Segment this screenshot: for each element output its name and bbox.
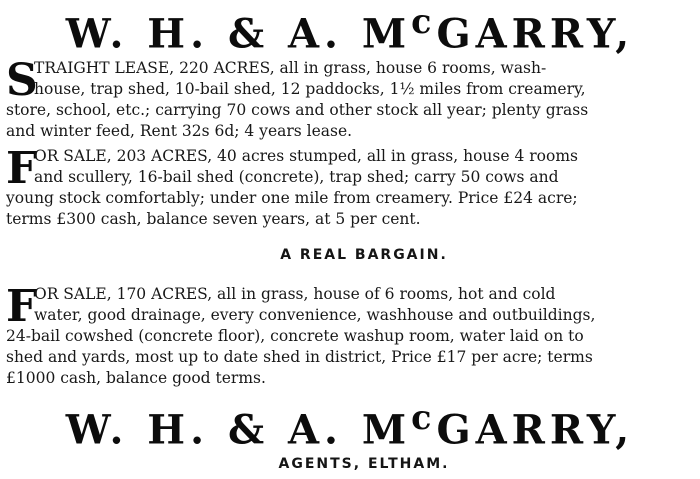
listing-line: and winter feed, Rent 32s 6d; 4 years lease. [6, 122, 353, 140]
firm-name-footer: W. H. & A. $M^cGARRY$, [65, 398, 635, 454]
listing-line: 24-bail cowshed (concrete floor), concrete washup room, water laid on to [6, 327, 584, 345]
listing-lease-220-acres [6, 55, 696, 142]
listing-line: and scullery, 16-bail shed (concrete), trap shed; carry 50 cows and [34, 168, 559, 186]
listing-line: OR SALE, 203 ACRES, 40 acres stumped, all in grass, house 4 rooms [34, 147, 578, 165]
listing-line: young stock comfortably; under one mile from creamery. Price £24 acre; [6, 189, 578, 207]
agents-location: AGENTS, ELTHAM. [278, 456, 450, 472]
listing-sale-203-acres [6, 143, 696, 230]
bargain-heading: A REAL BARGAIN. [280, 247, 448, 263]
listing-line: store, school, etc.; carrying 70 cows and other stock all year; plenty grass [6, 101, 589, 119]
listing-line: OR SALE, 170 ACRES, all in grass, house of 6 rooms, hot and cold [34, 285, 556, 303]
drop-cap: S [6, 55, 38, 106]
listing-line: house, trap shed, 10-bail shed, 12 paddocks, 1½ miles from creamery, [34, 80, 586, 98]
listing-line: TRAIGHT LEASE, 220 ACRES, all in grass, house 6 rooms, wash- [34, 59, 547, 77]
firm-name-header: W. H. & A. $M^cGARRY$, [65, 2, 635, 58]
drop-cap: F [6, 143, 38, 194]
listing-sale-170-acres [6, 281, 696, 389]
listing-line: shed and yards, most up to date shed in district, Price £17 per acre; terms [6, 348, 593, 366]
listing-line: £1000 cash, balance good terms. [6, 369, 266, 387]
listing-line: water, good drainage, every convenience, washhouse and outbuildings, [34, 306, 596, 324]
listing-line: terms £300 cash, balance seven years, at 5 per cent. [6, 210, 421, 228]
drop-cap: F [6, 281, 38, 332]
